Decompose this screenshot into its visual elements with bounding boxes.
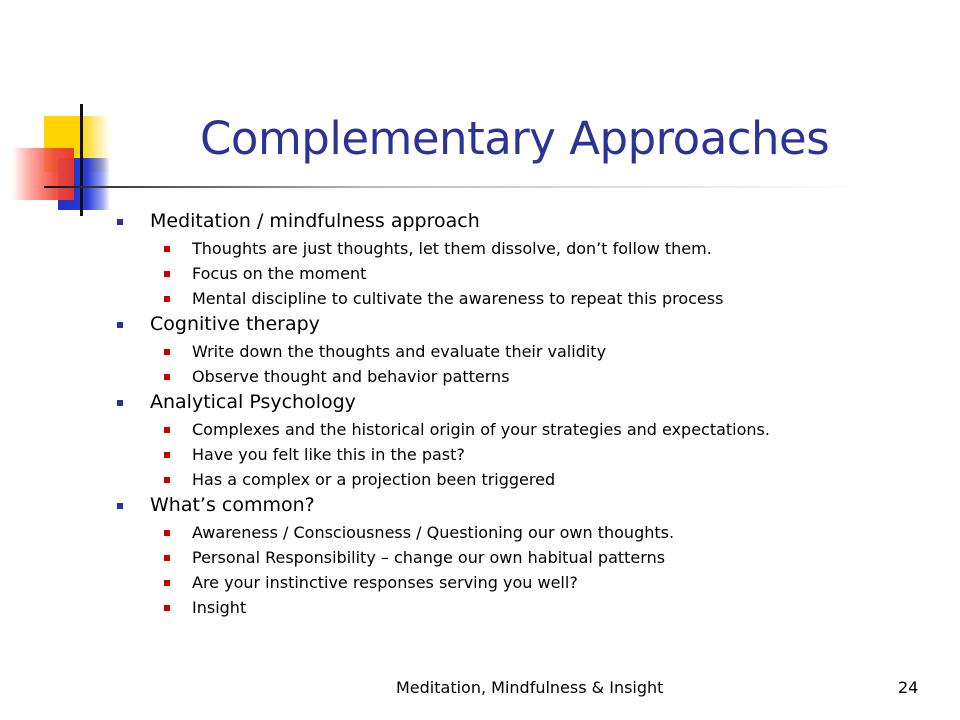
slide-footer: Meditation, Mindfulness & Insight: [396, 678, 664, 697]
bullet-level2: Complexes and the historical origin of your strategies and expectations.: [112, 419, 912, 440]
section-analytical: [112, 390, 912, 490]
bullet-level2: Mental discipline to cultivate the awareness to repeat this process: [112, 288, 912, 309]
logo-red-square: [12, 148, 74, 200]
bullet-level2: Insight: [112, 597, 912, 618]
section-common: [112, 493, 912, 618]
bullet-level2: Have you felt like this in the past?: [112, 444, 912, 465]
title-underline: [44, 186, 864, 188]
bullet-level2: Are your instinctive responses serving you well?: [112, 572, 912, 593]
bullet-level2: Has a complex or a projection been triggered: [112, 469, 912, 490]
bullet-level1: Cognitive therapy: [112, 312, 912, 337]
section-meditation: [112, 209, 912, 309]
bullet-level1: Meditation / mindfulness approach: [112, 209, 912, 234]
bullet-level2: Awareness / Consciousness / Questioning our own thoughts.: [112, 522, 912, 543]
section-cognitive: [112, 312, 912, 387]
bullet-level2: Write down the thoughts and evaluate their validity: [112, 341, 912, 362]
bullet-content: [112, 206, 912, 620]
bullet-level2: Thoughts are just thoughts, let them dissolve, don’t follow them.: [112, 238, 912, 259]
slide-title: Complementary Approaches: [200, 112, 830, 165]
bullet-level2: Personal Responsibility – change our own habitual patterns: [112, 547, 912, 568]
bullet-level2: Observe thought and behavior patterns: [112, 366, 912, 387]
page-number: 24: [898, 678, 919, 697]
bullet-level1: Analytical Psychology: [112, 390, 912, 415]
logo-vertical-line: [80, 104, 83, 216]
bullet-level1: What’s common?: [112, 493, 912, 518]
bullet-level2: Focus on the moment: [112, 263, 912, 284]
